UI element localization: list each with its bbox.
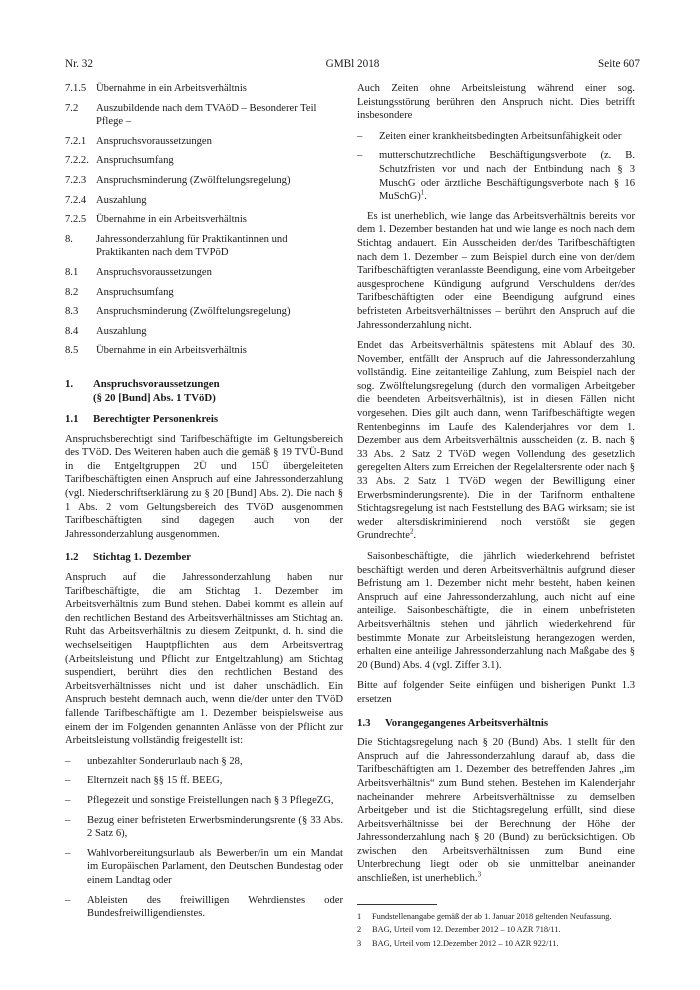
toc-item: 8.1 Anspruchsvoraussetzungen: [65, 266, 212, 278]
toc-item: 7.2.4 Auszahlung: [65, 194, 147, 206]
toc-item: 7.2.2. Anspruchsumfang: [65, 155, 174, 167]
list-item: – unbezahlter Sonderurlaub nach § 28,: [65, 755, 243, 767]
footnote: 1 Fundstellenangabe gemäß der ab 1. Januar 2018 geltenden Neufassung.: [357, 911, 612, 921]
footnote-ref: 2: [409, 527, 414, 536]
publication-title: GMBl 2018: [325, 58, 380, 70]
list-item: – Wahlvorbereitungsurlaub als Bewerber/in um ein Mandat im Europäischen Parlament, den Deutschen Bundestag oder einem Landtag oder: [65, 847, 343, 886]
toc-item: 7.1.5 Übernahme in ein Arbeitsverhältnis: [65, 83, 247, 94]
page-header: [65, 58, 640, 74]
paragraph: Anspruchsberechtigt sind Tarifbeschäftigte im Geltungsbereich des TVöD. Des Weiteren haben auch die gemäß § 19 TVÜ-Bund in die Entgeltgruppen 2Ü und 15Ü übergeleiteten Tarifbeschäftigten einen Anspruch auf eine Jahressonderzahlung (vgl. Niederschriftserklärung zu § 20 [Bund] Abs. 2). Die nach § 1 Abs. 2 vom Geltungsbereich des TVöD ausgenommen Tarifbeschäftigten sind dagegen auch von der Jahressonderzahlung ausgenommen.: [65, 433, 343, 540]
toc-item: 7.2.1 Anspruchsvoraussetzungen: [65, 135, 212, 147]
footnote: 3 BAG, Urteil vom 12.Dezember 2012 – 10 AZR 922/11.: [357, 938, 559, 948]
subsection-heading: 1.3 Vorangegangenes Arbeitsverhältnis: [357, 716, 549, 729]
toc-item: 8.3 Anspruchsminderung (Zwölftelungsregelung): [65, 306, 291, 318]
toc-item: 8.5 Übernahme in ein Arbeitsverhältnis: [65, 345, 247, 357]
toc-item: 8. Jahressonderzahlung für Praktikantinnen und Praktikanten nach dem TVPöD: [65, 233, 288, 259]
issue-number: Nr. 32: [65, 58, 93, 70]
list-item: – Pflegezeit und sonstige Freistellungen nach § 3 PflegeZG,: [65, 794, 334, 806]
paragraph: Endet das Arbeitsverhältnis spätestens mit Ablauf des 30. November, entfällt der Anspruch auf die Jahressonderzahlung vollständig. Eine zeitanteilige Zahlung, zum Beispiel nach der sog. Zwölftelungsregelung (durch den vormaligen Arbeitgeber die beendeten Arbeitsverhältnis), ist in diesen Fällen nicht vorgesehen. Dies gilt auch dann, wenn Tarifbeschäftigte wegen Rentenbeginns im Laufe des Kalenderjahres vor dem 1. Dezember aus dem Arbeitsverhältnis ausscheiden (z. B. nach § 33 Abs. 2 Satz 2 TVöD wegen Vollendung des gesetzlich geregelten Alters zum Erreichen der Regelaltersrente oder nach § 33 Abs. 2 Satz 1 TVöD wegen der Bewilligung einer Erwerbsminderungsrente). Die in der Tarifnorm enthaltene Stichtagsregelung ist nach Feststellung des BAG wirksam; sie ist weder altersdiskriminierend noch verstößt sie gegen Grundrechte$^2$.: [357, 340, 635, 542]
list-item: – Zeiten einer krankheitsbedingten Arbeitsunfähigkeit oder: [357, 130, 622, 142]
toc-item: 8.2 Anspruchsumfang: [65, 286, 174, 298]
footnote: 2 BAG, Urteil vom 12. Dezember 2012 – 10 AZR 718/11.: [357, 925, 561, 935]
list-item: – Ableisten des freiwilligen Wehrdienstes oder Bundesfreiwilligendienstes.: [65, 894, 343, 920]
list-item: – mutterschutzrechtliche Beschäftigungsverbote (z. B. Schutzfristen vor und nach der Entbindung nach § 3 MuschG oder ärztliche Beschäftigungsverbote nach § 16 MuSchG)$^1$.: [357, 150, 635, 203]
list-item: – Bezug einer befristeten Erwerbsminderungsrente (§ 33 Abs. 2 Satz 6),: [65, 814, 343, 840]
paragraph: Es ist unerheblich, wie lange das Arbeitsverhältnis bereits vor dem 1. Dezember bestanden hat und wie lange es noch nach dem Stichtag andauert. Ein Ausscheiden der/des Tarifbeschäftigten nach dem 1. Dezember – zum Beispiel durch eine von der/dem Tarifbeschäftigten veranlasste Beendigung, eine vom Arbeitgeber ausgesprochene Kündigung aufgrund Verschuldens der/des Tarifbeschäftigten oder eine Beendigung aufgrund eines befristeten Arbeitsverhältnisses – berührt den Anspruch auf die Jahressonderzahlung nicht.: [357, 210, 635, 331]
paragraph: Auch Zeiten ohne Arbeitsleistung während einer sog. Leistungsstörung berühren den Anspruch nicht. Dies betrifft insbesondere: [357, 83, 635, 122]
bullet-list: [65, 755, 343, 921]
toc-item: 7.2.5 Übernahme in ein Arbeitsverhältnis: [65, 214, 247, 226]
subsection-heading: 1.1 Berechtigter Personenkreis: [65, 413, 219, 426]
left-column: [65, 82, 343, 927]
toc-item: 7.2 Auszubildende nach dem TVAöD – Besonderer Teil Pflege –: [65, 102, 317, 128]
subsection-heading: 1.2 Stichtag 1. Dezember: [65, 551, 192, 564]
table-of-contents: [65, 82, 343, 358]
toc-item: 7.2.3 Anspruchsminderung (Zwölftelungsregelung): [65, 174, 291, 186]
footnote-ref: 3: [477, 870, 482, 879]
footnote-ref: 1: [420, 188, 425, 197]
page-number: Seite 607: [598, 58, 640, 70]
section-heading: 1. Anspruchsvoraussetzungen (§ 20 [Bund] Abs. 1 TVöD): [65, 377, 220, 404]
paragraph: Anspruch auf die Jahressonderzahlung haben nur Tarifbeschäftigte, die am Stichtag 1. Dezember im Arbeitsverhältnis zum Bund stehen. Dabei kommt es allein auf den rechtlichen Bestand des Arbeitsverhältnisses am Stichtag an. Ruht das Arbeitsverhältnis zu diesem Zeitpunkt, d. h. sind die wechselseitigen Hauptpflichten aus dem Arbeitsvertrag (Arbeitsleistung und Pflicht zur Entgeltzahlung) am Stichtag suspendiert, berührt dies den rechtlichen Bestand des Arbeitsverhältnisses nicht und ist daher unschädlich. Ein Anspruch besteht demnach auch, wenn die/der unter den TVöD fallende Tarifbeschäftigte am 1. Dezember beispielsweise aus einem der im Folgenden genannten Anlässe von der Pflicht zur Arbeitsleistung vollständig freigestellt ist:: [65, 572, 343, 747]
editorial-note: Bitte auf folgender Seite einfügen und bisherigen Punkt 1.3 ersetzen: [357, 680, 635, 705]
paragraph: Die Stichtagsregelung nach § 20 (Bund) Abs. 1 stellt für den Anspruch auf die Jahressonderzahlung darauf ab, dass die Tarifbeschäftigten am 1. Dezember des betreffenden Jahres „im Arbeitsverhältnis“ zum Bund stehen. Bestehen im Kalenderjahr nacheinander mehrere Arbeitsverhältnisse zu demselben Arbeitgeber und ist die Stichtagsregelung erfüllt, sind diese Arbeitsverhältnisse bei der Berechnung der Höhe der Jahressonderzahlung nach § 20 (Bund) zu berücksichtigen. Ob zwischen den Arbeitsverhältnissen zum Bund eine Unterbrechung liegt oder ob sie unmittelbar aneinander anschließen, ist unerheblich.$^3$: [357, 737, 635, 885]
toc-item: 8.4 Auszahlung: [65, 325, 147, 337]
paragraph: Saisonbeschäftigte, die jährlich wiederkehrend befristet beschäftigt werden und deren Arbeitsverhältnis aufgrund dieser Befristung am 1. Dezember nicht mehr besteht, haben keinen Anspruch auf eine Jahressonderzahlung, auch nicht auf eine anteilige. Saisonbeschäftigte, die in einem unbefristeten Arbeitsverhältnis stehen und jährlich wiederkehrend für bestimmte Monate zur Arbeitsleistung herangezogen werden, erhalten eine anteilige Jahressonderzahlung nach Maßgabe des § 20 (Bund) Abs. 4 (vgl. Ziffer 3.1).: [357, 551, 635, 671]
section-title: Anspruchsvoraussetzungen: [93, 377, 220, 390]
right-column: [357, 82, 635, 951]
list-item: – Elternzeit nach §§ 15 ff. BEEG,: [65, 775, 223, 787]
bullet-list: [357, 130, 635, 204]
footnotes: [357, 911, 635, 950]
section-subtitle: (§ 20 [Bund] Abs. 1 TVöD): [93, 391, 216, 404]
footnote-divider: [357, 904, 437, 905]
